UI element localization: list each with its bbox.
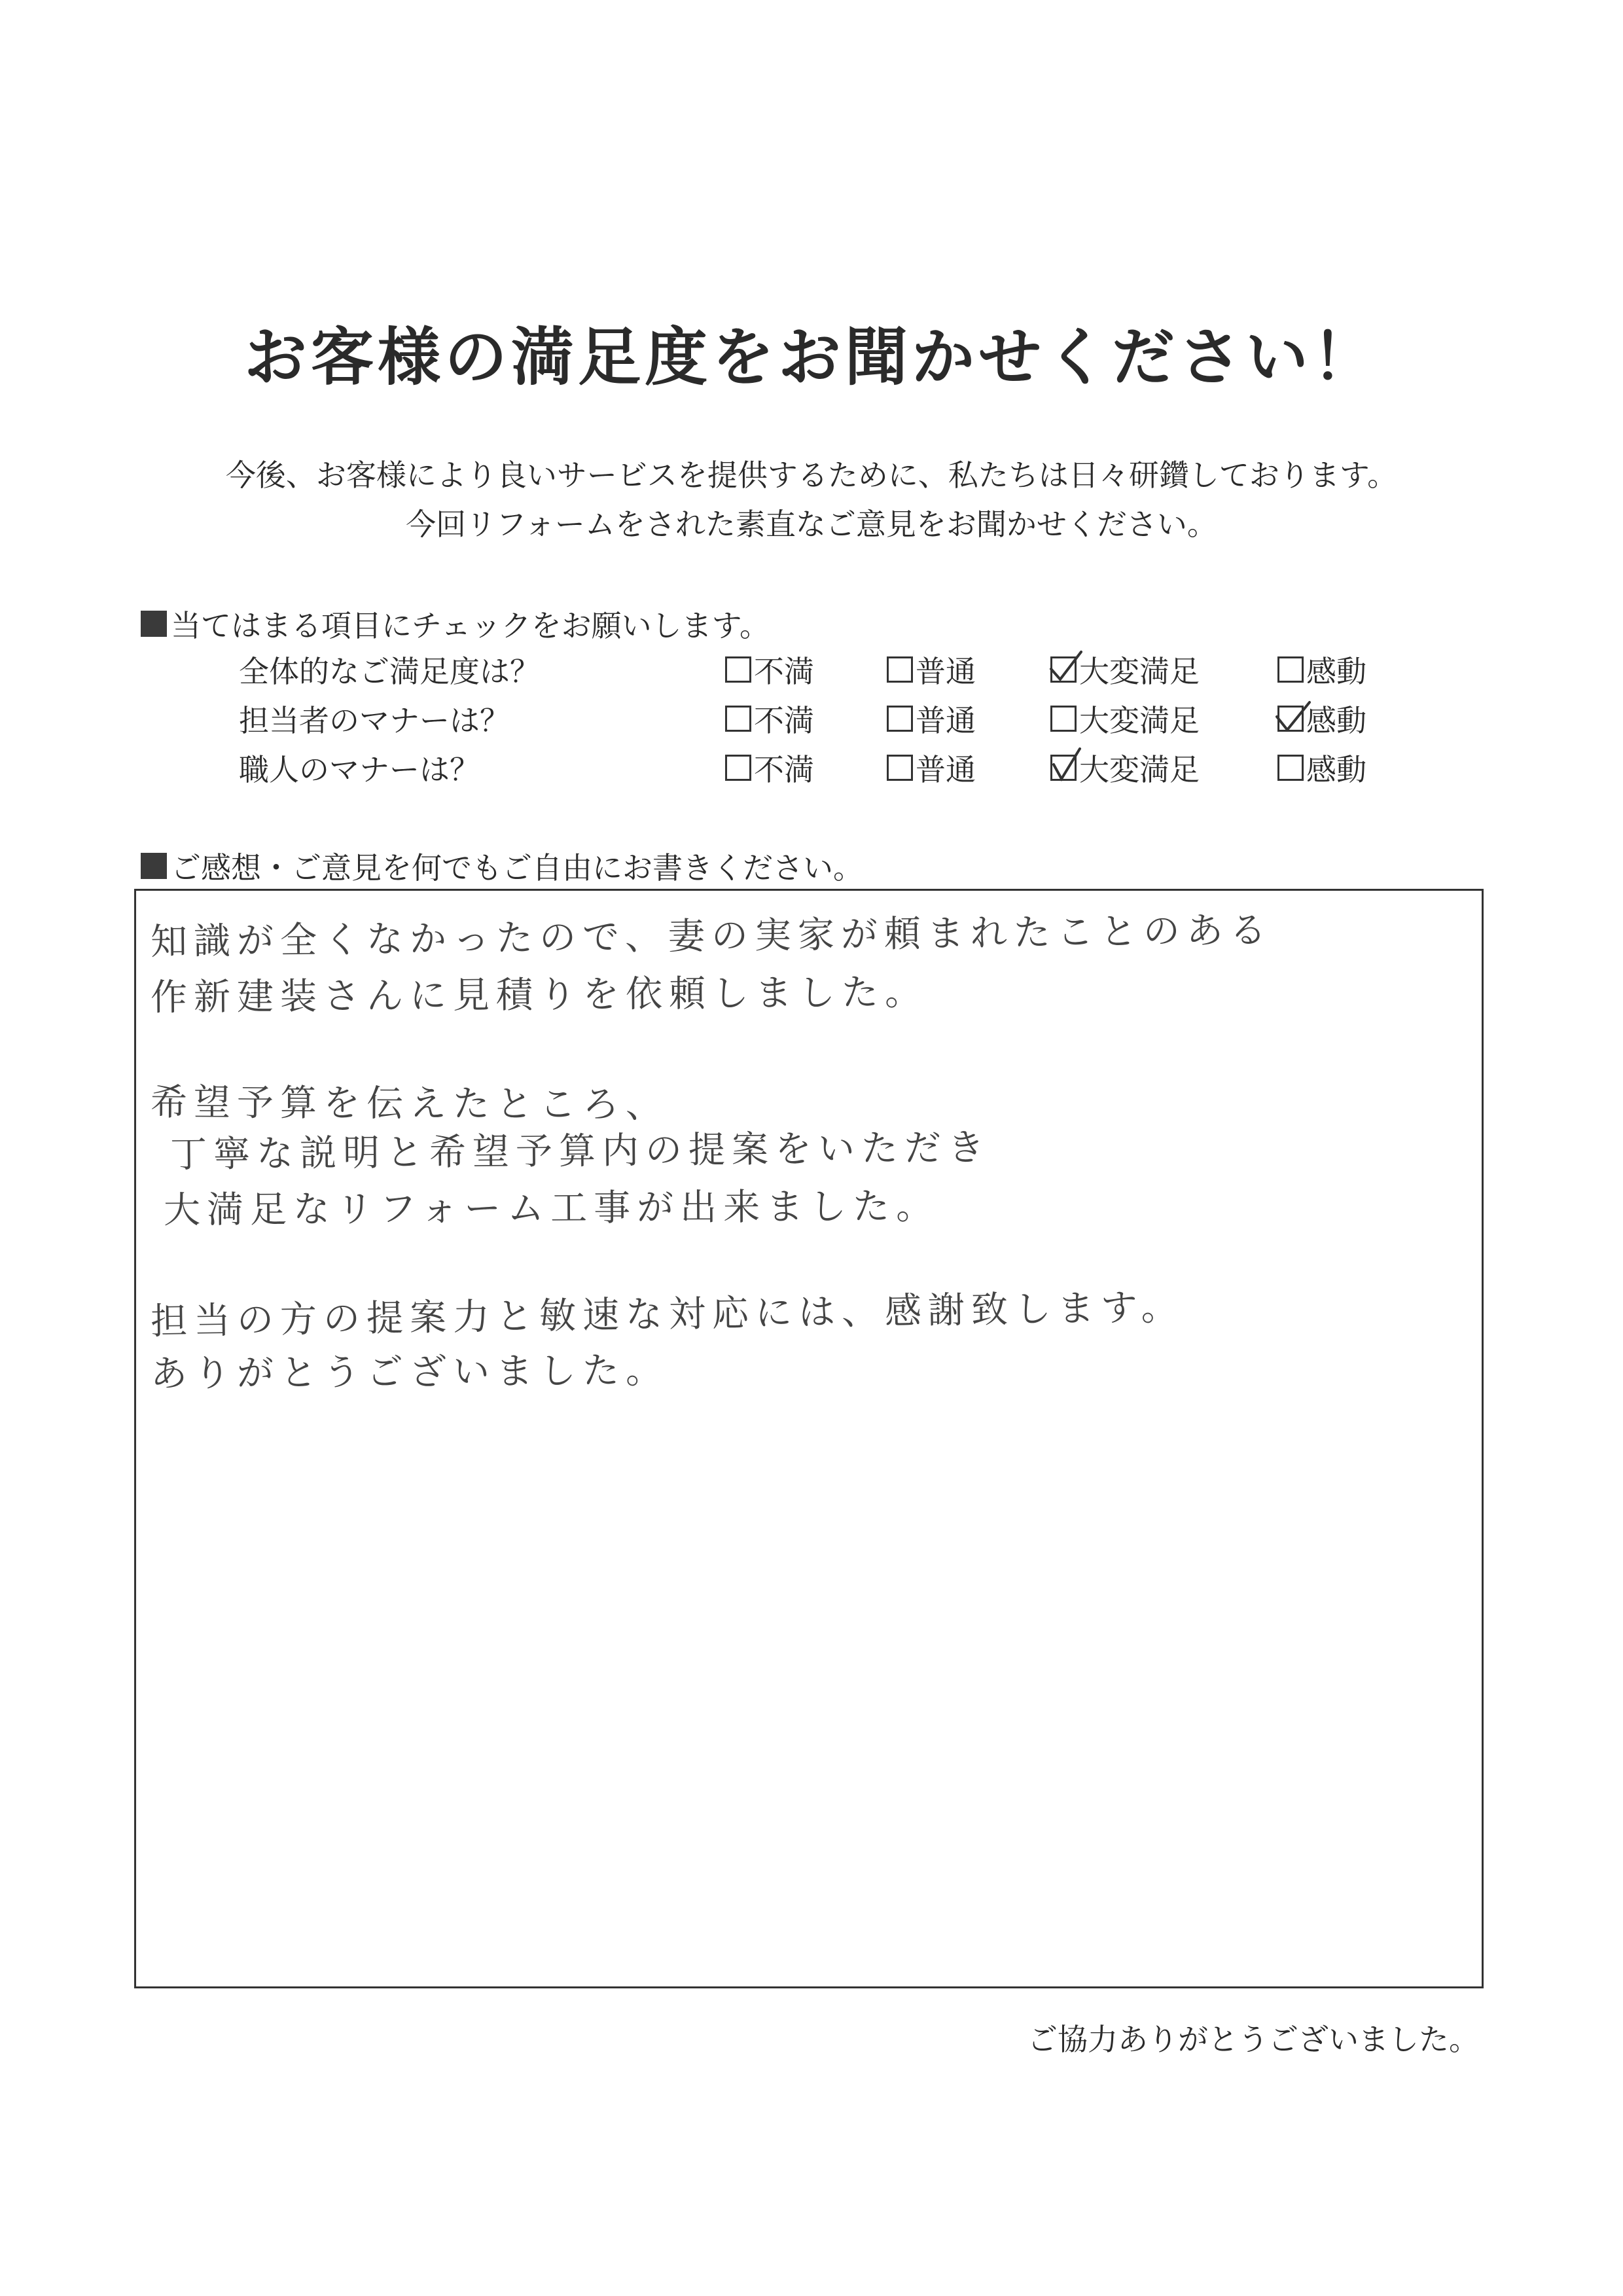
option-label: 不満 xyxy=(754,752,814,787)
option-futsuu[interactable] xyxy=(887,648,976,691)
option-futsuu[interactable] xyxy=(887,746,976,789)
survey-heading-text: 当てはまる項目にチェックをお願いします。 xyxy=(171,608,770,643)
option-kandou[interactable] xyxy=(1277,648,1366,691)
option-kandou[interactable] xyxy=(1277,697,1366,740)
survey-heading xyxy=(141,602,770,645)
option-label: 大変満足 xyxy=(1079,752,1200,787)
handwritten-line: 知識が全くなかったので、妻の実家が頼まれたことのある xyxy=(150,909,1274,963)
option-taihen-manzoku[interactable] xyxy=(1050,648,1200,691)
handwritten-line: 作新建装さんに見積りを依頼しました。 xyxy=(150,971,929,1019)
checkbox[interactable] xyxy=(1277,656,1304,683)
option-label: 大変満足 xyxy=(1079,703,1200,738)
handwritten-line: 大満足なリフォーム工事が出来ました。 xyxy=(163,1185,940,1232)
checkbox-checked[interactable] xyxy=(1050,656,1077,683)
handwritten-line: 希望予算を伝えたところ、 xyxy=(150,1081,669,1127)
checkbox[interactable] xyxy=(887,706,913,732)
square-bullet-icon xyxy=(141,611,167,637)
handwritten-line: 丁寧な説明と希望予算内の提案をいただき xyxy=(169,1126,991,1176)
intro-line-1: 今後、お客様により良いサービスを提供するために、私たちは日々研鑽しております。 xyxy=(225,457,1398,493)
checkbox[interactable] xyxy=(887,755,913,781)
checkbox[interactable] xyxy=(1050,706,1077,732)
survey-question: 担当者のマナーは？ xyxy=(239,703,510,738)
option-taihen-manzoku[interactable] xyxy=(1050,697,1200,740)
checkbox[interactable] xyxy=(887,656,913,683)
comments-heading xyxy=(141,844,863,888)
survey-row-staff-manner xyxy=(0,697,1623,736)
checkbox[interactable] xyxy=(725,706,751,732)
option-label: 感動 xyxy=(1306,752,1366,787)
option-label: 普通 xyxy=(916,752,976,787)
option-futsuu[interactable] xyxy=(887,697,976,740)
option-label: 不満 xyxy=(754,654,814,689)
survey-question: 職人のマナーは？ xyxy=(239,752,480,787)
option-label: 大変満足 xyxy=(1079,654,1200,689)
handwritten-line: ありがとうございました。 xyxy=(150,1349,669,1395)
option-kandou[interactable] xyxy=(1277,746,1366,789)
survey-row-craftsman-manner xyxy=(0,746,1623,785)
option-label: 普通 xyxy=(916,654,976,689)
checkmark-icon xyxy=(1047,747,1084,784)
survey-question: 全体的なご満足度は？ xyxy=(239,654,540,689)
page-title: お客様の満足度をお聞かせください！ xyxy=(244,321,1379,394)
checkbox[interactable] xyxy=(1277,755,1304,781)
option-fuman[interactable] xyxy=(725,648,814,691)
option-label: 普通 xyxy=(916,703,976,738)
checkbox-checked[interactable] xyxy=(1277,706,1304,732)
comment-area[interactable] xyxy=(134,889,1484,1988)
thanks-message: ご協力ありがとうございました。 xyxy=(1027,2022,1479,2057)
option-fuman[interactable] xyxy=(725,746,814,789)
handwritten-line: 担当の方の提案力と敏速な対応には、感謝致します。 xyxy=(150,1285,1185,1343)
intro-line-2: 今回リフォームをされた素直なご意見をお聞かせください。 xyxy=(406,507,1217,542)
square-bullet-icon xyxy=(141,853,167,879)
comments-heading-text: ご感想・ご意見を何でもご自由にお書きください。 xyxy=(171,850,863,886)
option-label: 感動 xyxy=(1306,703,1366,738)
option-label: 不満 xyxy=(754,703,814,738)
checkbox-checked[interactable] xyxy=(1050,755,1077,781)
survey-row-overall xyxy=(0,648,1623,687)
checkmark-icon xyxy=(1047,649,1084,686)
checkbox[interactable] xyxy=(725,755,751,781)
checkmark-icon xyxy=(1274,698,1311,735)
option-taihen-manzoku[interactable] xyxy=(1050,746,1200,789)
option-label: 感動 xyxy=(1306,654,1366,689)
checkbox[interactable] xyxy=(725,656,751,683)
option-fuman[interactable] xyxy=(725,697,814,740)
